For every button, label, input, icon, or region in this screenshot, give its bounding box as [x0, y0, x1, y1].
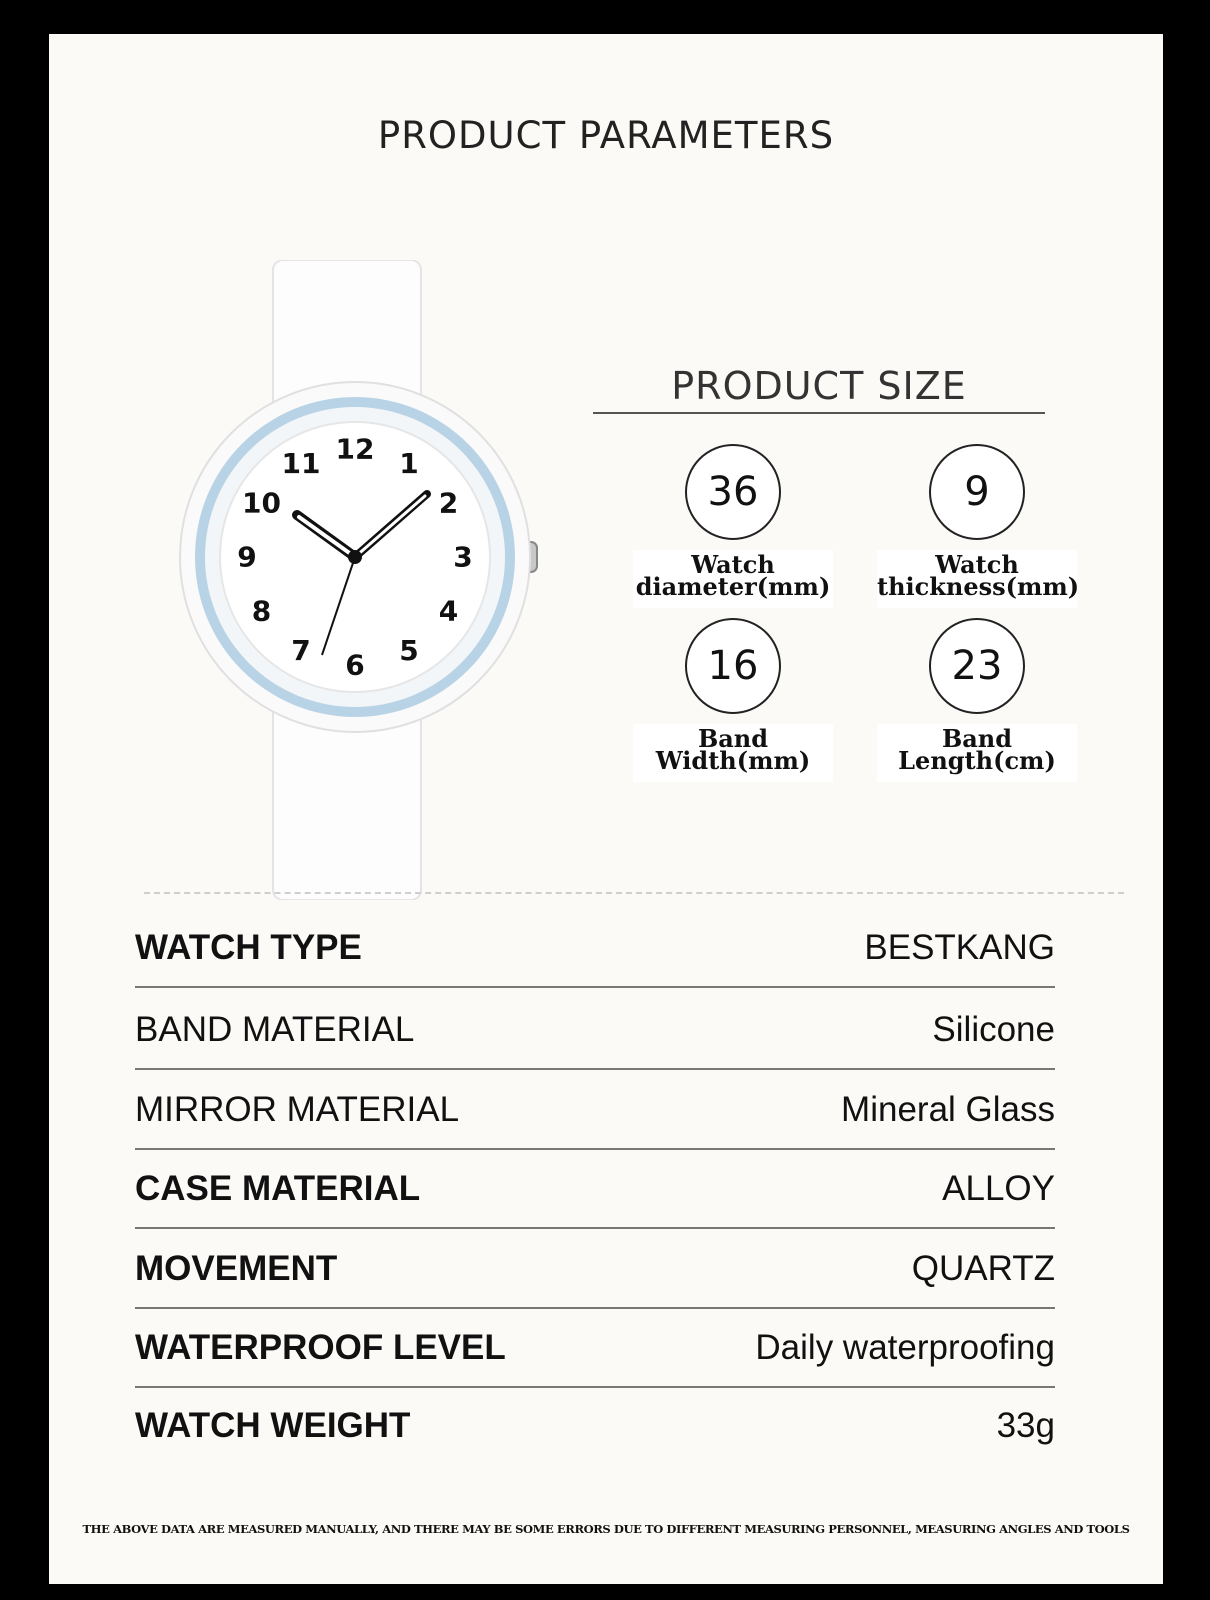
spec-label: Watch thickness(mm) [877, 550, 1077, 608]
param-key: BAND MATERIAL [135, 1010, 415, 1049]
dial-number: 4 [438, 594, 459, 628]
dial-number: 9 [237, 540, 257, 574]
param-row-mirror-material [135, 1068, 1055, 1150]
dial-number: 5 [399, 634, 419, 667]
param-key: CASE MATERIAL [135, 1169, 421, 1208]
spec-label: Band Length(cm) [877, 724, 1077, 782]
param-key: MIRROR MATERIAL [135, 1090, 460, 1129]
watch-image [177, 260, 557, 900]
spec-value: 23 [929, 618, 1025, 714]
param-key: MOVEMENT [135, 1249, 338, 1288]
spec-value: 36 [685, 444, 781, 540]
dial-number: 6 [345, 648, 365, 682]
spec-watch-diameter [633, 444, 833, 608]
spec-band-width [633, 618, 833, 782]
param-value: ALLOY [942, 1169, 1055, 1208]
spec-watch-thickness [877, 444, 1080, 608]
param-key: WATCH WEIGHT [135, 1406, 411, 1445]
page-title: PRODUCT PARAMETERS [377, 114, 835, 157]
param-value: 33g [996, 1406, 1055, 1445]
param-row-case-material [135, 1147, 1055, 1229]
measurement-disclaimer: THE ABOVE DATA ARE MEASURED MANUALLY, AND THERE MAY BE SOME ERRORS DUE TO DIFFERENT MEASURING PERSONNEL, MEASURING ANGLES AND TOOLS [82, 1522, 1130, 1536]
param-value: Silicone [932, 1010, 1055, 1049]
product-size-divider [593, 412, 1045, 414]
param-value: Mineral Glass [841, 1090, 1055, 1129]
section-divider [144, 892, 1124, 894]
spec-value: 9 [929, 444, 1025, 540]
dial-number: 11 [281, 447, 321, 480]
param-value: QUARTZ [911, 1249, 1055, 1288]
param-row-watch-type [135, 906, 1055, 988]
dial-number: 2 [438, 486, 459, 520]
param-row-waterproof-level [135, 1306, 1055, 1388]
param-key: WATCH TYPE [135, 928, 362, 967]
dial-number: 8 [251, 594, 272, 628]
param-value: BESTKANG [864, 928, 1055, 967]
dial-number: 10 [242, 486, 281, 520]
spec-value: 16 [685, 618, 781, 714]
param-row-movement [135, 1227, 1055, 1309]
parameters-card [49, 34, 1163, 1584]
dial-number: 3 [453, 540, 473, 574]
param-row-watch-weight [135, 1384, 1055, 1464]
dial-number: 12 [335, 432, 375, 466]
param-key: WATERPROOF LEVEL [135, 1328, 506, 1367]
param-value: Daily waterproofing [755, 1328, 1055, 1367]
spec-band-length [877, 618, 1077, 782]
dial-number: 1 [399, 447, 419, 480]
product-size-title: PRODUCT SIZE [671, 364, 967, 408]
spec-label: Band Width(mm) [633, 724, 833, 782]
param-row-band-material [135, 988, 1055, 1070]
spec-label: Watch diameter(mm) [633, 550, 833, 608]
dial-number: 7 [291, 634, 311, 667]
